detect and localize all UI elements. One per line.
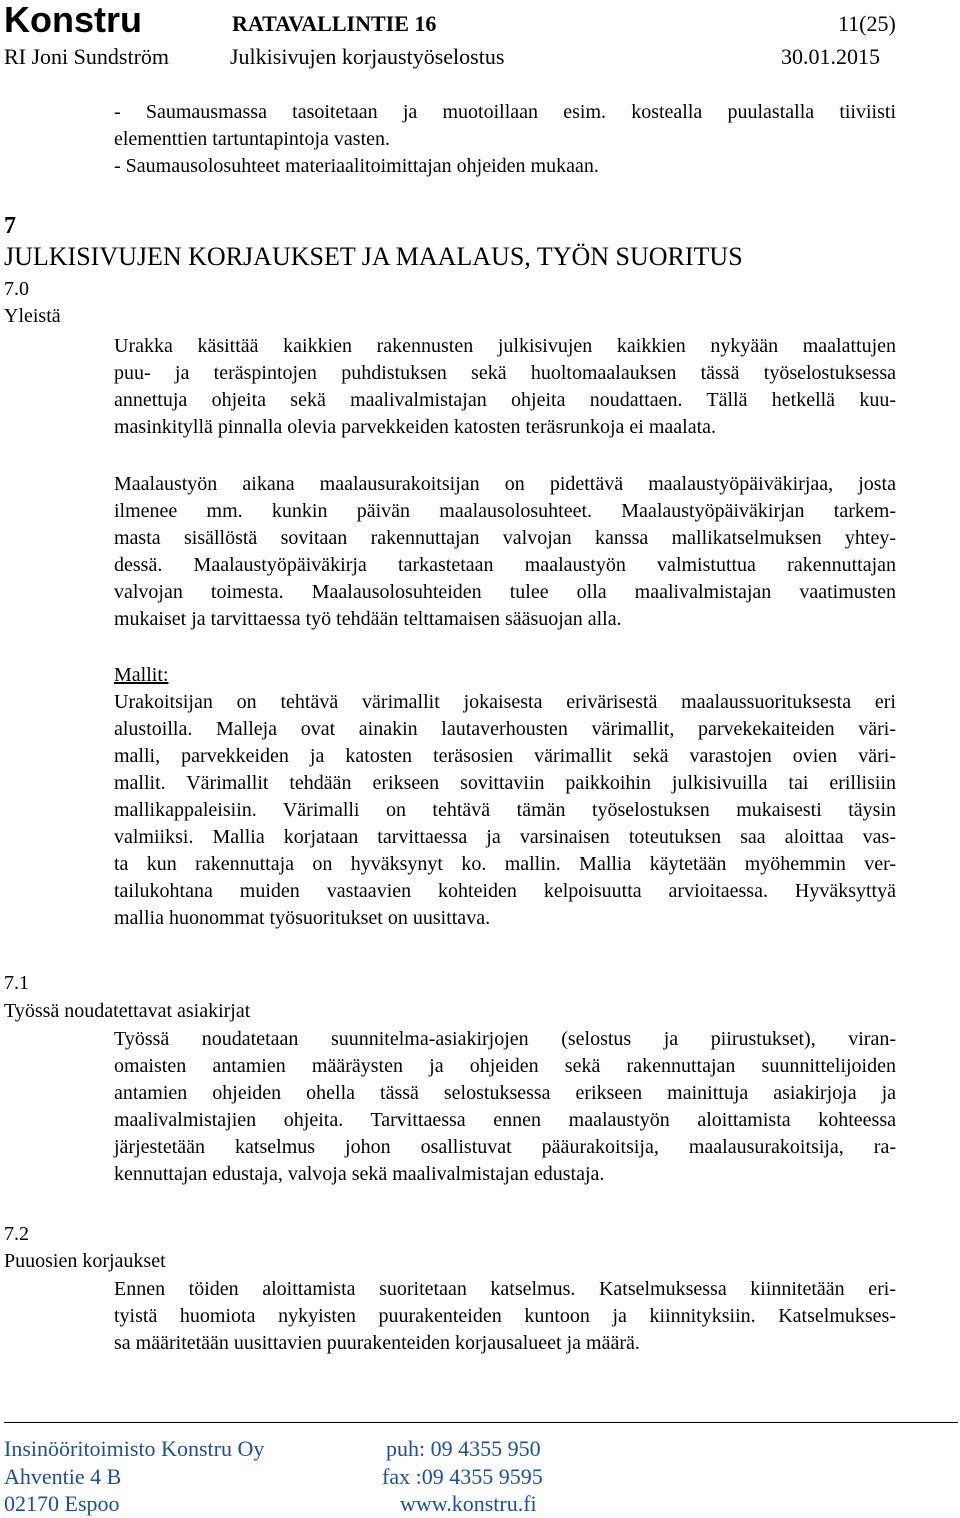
footer-fax: fax :09 4355 9595: [382, 1464, 543, 1489]
text-line: mallikappaleisiin. Värimalli on tehtävä tämän työselostuksen mukaisesti täysin: [114, 799, 896, 821]
section-number: 7.2: [4, 1223, 29, 1245]
text-line: antamien ohjeiden ohella tässä selostuksessa erikseen mainittuja asiakirjoja ja: [114, 1082, 896, 1104]
text-line: sa määritetään uusittavien puurakenteiden korjausalueet ja määrä.: [114, 1332, 640, 1354]
section-number: 7.1: [4, 972, 29, 994]
footer-city: 02170 Espoo: [4, 1491, 120, 1516]
text-line: maalivalmistajien ohjeita. Tarvittaessa ennen maalaustyön aloittamista kohteessa: [114, 1109, 896, 1131]
footer-company: Insinööritoimisto Konstru Oy: [4, 1436, 265, 1461]
text-line: annettuja ohjeita sekä maalivalmistajan ohjeita noudattaen. Tällä hetkellä kuu-: [114, 389, 896, 411]
text-line: dessä. Maalaustyöpäiväkirja tarkastetaan maalaustyön valmistuttua rakennuttajan: [114, 554, 896, 576]
intro-line: - Saumausmassa tasoitetaan ja muotoillaan esim. kostealla puulastalla tiiviisti: [114, 101, 896, 123]
text-line: ta kun rakennuttaja on hyväksynyt ko. mallin. Mallia käytetään myöhemmin ver-: [114, 853, 896, 875]
footer-street: Ahventie 4 B: [4, 1464, 122, 1489]
project-name: RATAVALLINTIE 16: [232, 11, 437, 36]
text-line: järjestetään katselmus johon osallistuvat pääurakoitsija, maalausurakoitsija, ra-: [114, 1136, 896, 1158]
mallit-block: [114, 662, 896, 932]
document-title: Julkisivujen korjaustyöselostus: [230, 44, 505, 69]
author: RI Joni Sundström: [4, 44, 170, 69]
section-title: Työssä noudatettavat asiakirjat: [4, 1000, 251, 1022]
page-number: 11(25): [838, 11, 896, 36]
document-date: 30.01.2015: [781, 44, 880, 69]
intro-block: [114, 99, 896, 180]
text-line: omaisten antamien määräysten ja ohjeiden sekä rakennuttajan suunnittelijoiden: [114, 1055, 896, 1077]
intro-line: - Saumausolosuhteet materiaalitoimittajan ohjeiden mukaan.: [114, 155, 599, 177]
footer-website[interactable]: www.konstru.fi: [400, 1491, 537, 1516]
text-line: mallia huonommat työsuoritukset on uusittava.: [114, 907, 491, 929]
section-number: 7.0: [4, 278, 29, 300]
chapter-title: JULKISIVUJEN KORJAUKSET JA MAALAUS, TYÖN SUORITUS: [4, 242, 743, 271]
section-7-1-paragraph: [114, 1026, 896, 1188]
text-line: tyistä huomiota nykyisten puurakenteiden kuntoon ja kiinnityksiin. Katselmukses-: [114, 1305, 896, 1327]
text-line: mallit. Värimallit tehdään erikseen sovittaviin paikkoihin julkisivuilla tai erillisiin: [114, 772, 896, 794]
text-line: ilmenee mm. kunkin päivän maalausolosuhteet. Maalaustyöpäiväkirjan tarkem-: [114, 500, 896, 522]
text-line: Ennen töiden aloittamista suoritetaan katselmus. Katselmuksessa kiinnitetään eri-: [114, 1278, 896, 1300]
text-line: puu- ja teräspintojen puhdistuksen sekä huoltomaalauksen tässä työselostuksessa: [114, 362, 896, 384]
section-7-2-paragraph: [114, 1276, 896, 1357]
section-title: Yleistä: [4, 305, 61, 327]
text-line: masta sisällöstä sovitaan rakennuttajan valvojan kanssa mallikatselmuksen yhtey-: [114, 527, 896, 549]
section-7-0-paragraph-1: [114, 333, 896, 441]
section-7-0-paragraph-2: [114, 471, 896, 633]
text-line: mukaiset ja tarvittaessa työ tehdään telttamaisen sääsuojan alla.: [114, 608, 622, 630]
text-line: Urakka käsittää kaikkien rakennusten julkisivujen kaikkien nykyään maalattujen: [114, 335, 896, 357]
section-title: Puuosien korjaukset: [4, 1250, 166, 1272]
text-line: valmiiksi. Mallia korjataan tarvittaessa ja varsinaisen toteutuksen saa aloittaa vas-: [114, 826, 896, 848]
text-line: Työssä noudatetaan suunnitelma-asiakirjojen (selostus ja piirustukset), viran-: [114, 1028, 896, 1050]
text-line: Maalaustyön aikana maalausurakoitsijan on pidettävä maalaustyöpäiväkirjaa, josta: [114, 473, 896, 495]
text-line: masinkityllä pinnalla olevia parvekkeiden katosten teräsrunkoja ei maalata.: [114, 416, 717, 438]
text-line: kennuttajan edustaja, valvoja sekä maalivalmistajan edustaja.: [114, 1163, 605, 1185]
text-line: valvojan toimesta. Maalausolosuhteiden tulee olla maalivalmistajan vaatimusten: [114, 581, 896, 603]
intro-line: elementtien tartuntapintoja vasten.: [114, 128, 391, 150]
text-line: tailukohtana muiden vastaavien kohteiden kelpoisuutta arvioitaessa. Hyväksyttyä: [114, 880, 896, 902]
company-logo: Konstru: [4, 0, 142, 40]
chapter-number: 7: [4, 213, 16, 239]
text-line: malli, parvekkeiden ja katosten teräsosien värimallit sekä varastojen ovien väri-: [114, 745, 896, 767]
text-line: Urakoitsijan on tehtävä värimallit jokaisesta erivärisestä maalaussuorituksesta eri: [114, 691, 896, 713]
footer-phone: puh: 09 4355 950: [386, 1436, 541, 1461]
mallit-heading: Mallit:: [114, 664, 169, 686]
footer-divider: [4, 1422, 958, 1423]
text-line: alustoilla. Malleja ovat ainakin lautaverhousten värimallit, parvekekaiteiden väri-: [114, 718, 896, 740]
